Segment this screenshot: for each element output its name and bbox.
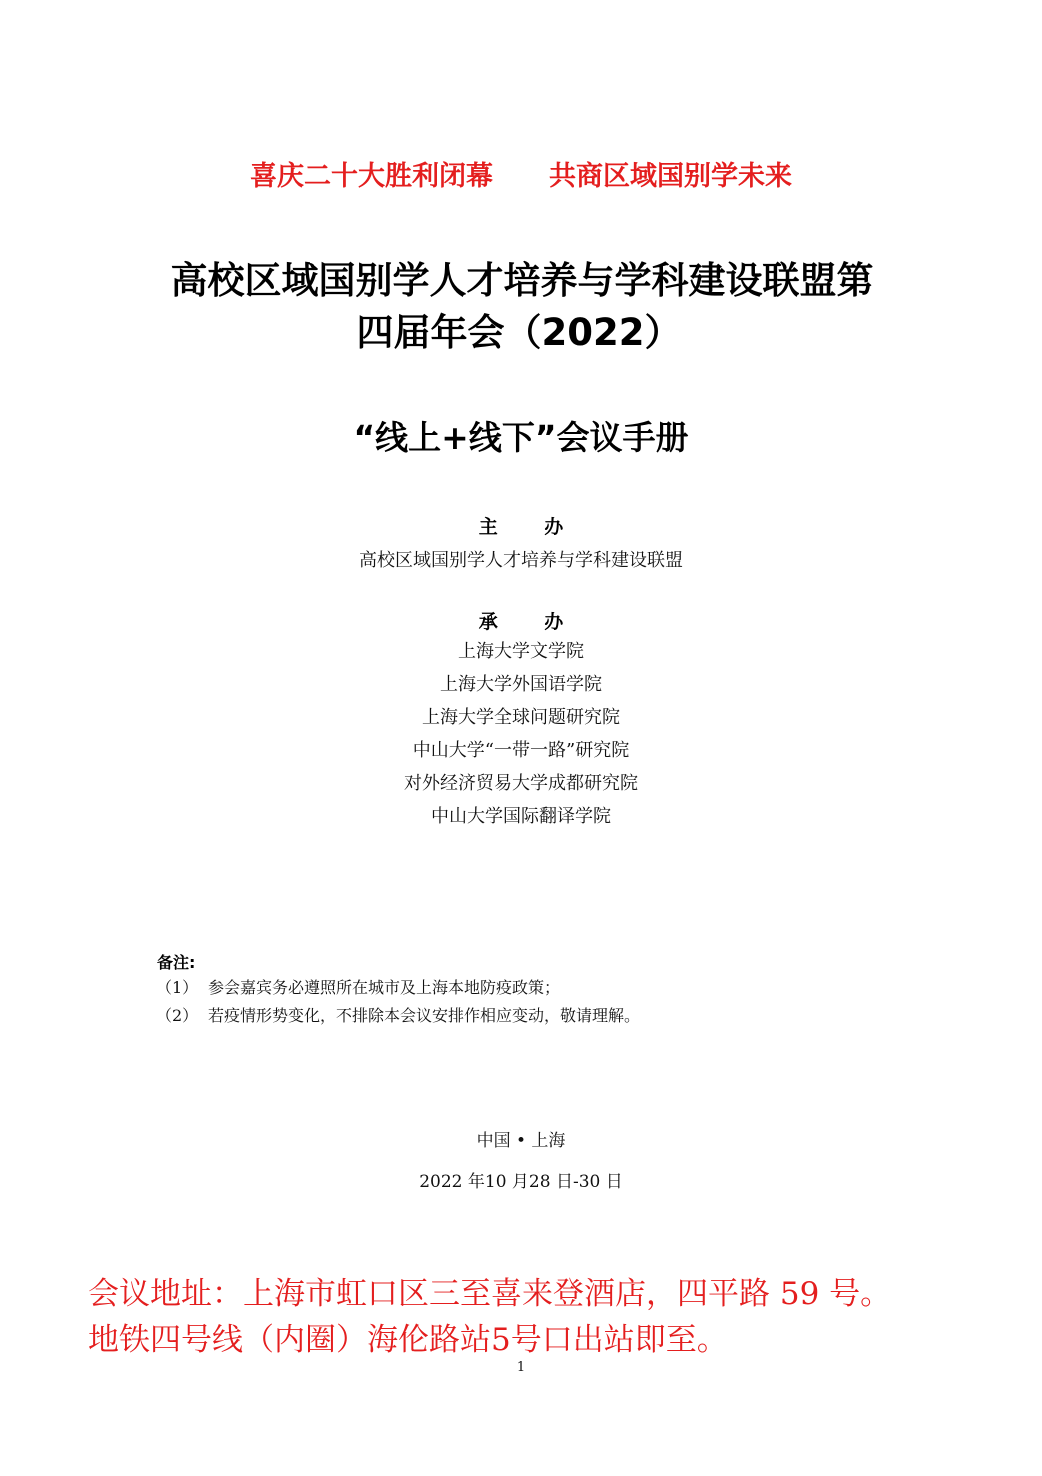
note-number: （2）: [156, 1006, 199, 1025]
date-line: 2022 年10 月28 日-30 日: [419, 1172, 623, 1192]
slogan-left: 喜庆二十大胜利闭幕: [250, 161, 493, 192]
organizer-label: 承 办: [478, 611, 584, 633]
slogan-right: 共商区域国别学未来: [549, 161, 792, 192]
title-line-1: 高校区域国别学人才培养与学科建设联盟第: [170, 259, 874, 302]
place-line: 中国 • 上海: [476, 1131, 566, 1151]
organizer-item: 上海大学全球问题研究院: [422, 707, 620, 728]
organizer-item: 中山大学“一带一路”研究院: [412, 740, 630, 761]
organizer-item: 中山大学国际翻译学院: [431, 806, 611, 827]
subtitle: “线上+线下”会议手册: [353, 418, 689, 457]
address-line-2: 地铁四号线（内圈）海伦路站5号口出站即至。: [88, 1322, 728, 1358]
host-name: 高校区域国别学人才培养与学科建设联盟: [359, 550, 683, 571]
note-item: [156, 975, 560, 998]
slogan-banner: [0, 154, 1042, 193]
page-number: 1: [516, 1360, 526, 1375]
host-label: 主 办: [478, 516, 584, 538]
organizer-item: 对外经济贸易大学成都研究院: [404, 773, 638, 794]
note-text: 若疫情形势变化，不排除本会议安排作相应变动，敬请理解。: [208, 1006, 641, 1025]
notes-title: 备注:: [157, 953, 196, 972]
title-line-2: 四届年会（2022）: [356, 311, 682, 354]
address-line-1: 会议地址：上海市虹口区三至喜来登酒店，四平路 59 号。: [88, 1276, 892, 1312]
note-item: [156, 1003, 640, 1026]
organizer-list: [0, 640, 1042, 838]
note-number: （1）: [156, 978, 199, 997]
organizer-item: 上海大学外国语学院: [440, 674, 602, 695]
organizer-item: 上海大学文学院: [458, 641, 584, 662]
note-text: 参会嘉宾务必遵照所在城市及上海本地防疫政策；: [208, 978, 561, 997]
